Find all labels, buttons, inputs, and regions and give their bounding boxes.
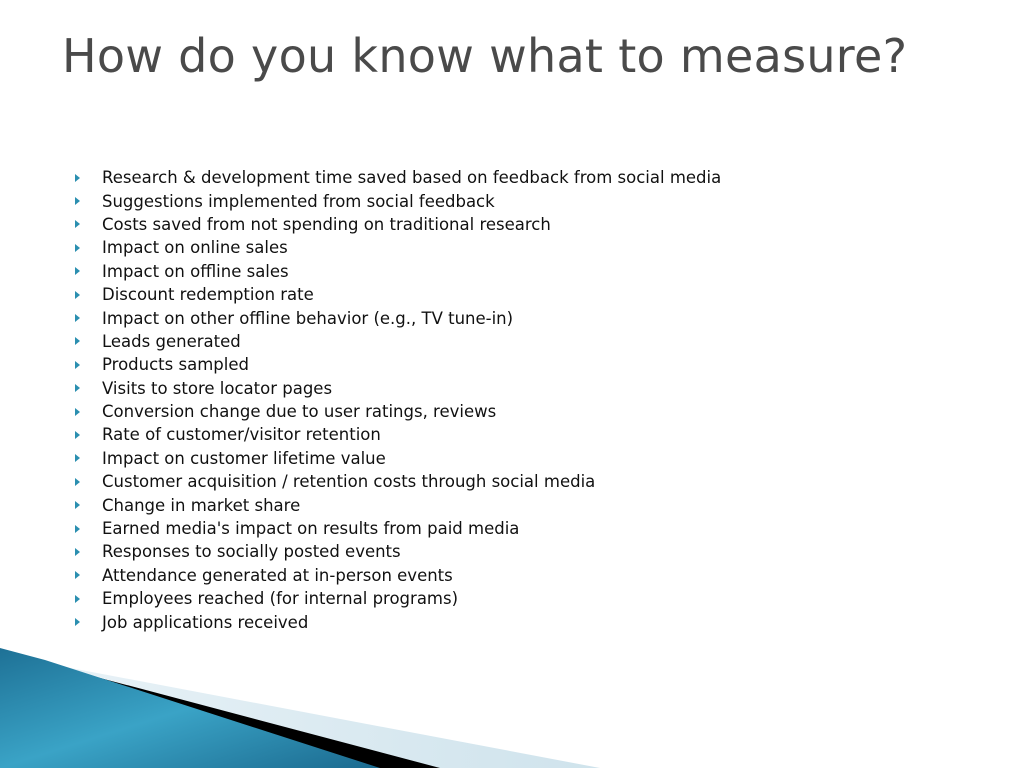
bullet-arrow-icon	[75, 174, 80, 182]
bullet-arrow-icon	[75, 291, 80, 299]
bullet-arrow-icon	[75, 267, 80, 275]
bullet-arrow-icon	[75, 314, 80, 322]
bullet-text: Job applications received	[102, 612, 309, 632]
bullet-text: Conversion change due to user ratings, reviews	[102, 402, 497, 422]
bullet-item	[72, 213, 972, 236]
bullet-arrow-icon	[75, 384, 80, 392]
bullet-arrow-icon	[75, 197, 80, 205]
slide-title: How do you know what to measure?	[62, 29, 908, 83]
bullet-arrow-icon	[75, 501, 80, 509]
bullet-arrow-icon	[75, 478, 80, 486]
bullet-arrow-icon	[75, 525, 80, 533]
bullet-text: Discount redemption rate	[102, 285, 314, 305]
bullet-arrow-icon	[75, 361, 80, 369]
bullet-arrow-icon	[75, 408, 80, 416]
bullet-item	[72, 540, 972, 563]
bullet-text: Earned media's impact on results from paid media	[102, 519, 520, 539]
bullet-arrow-icon	[75, 454, 80, 462]
bullet-item	[72, 423, 972, 446]
bullet-arrow-icon	[75, 595, 80, 603]
bullet-text: Visits to store locator pages	[102, 378, 333, 398]
bullet-list	[72, 166, 972, 634]
bullet-text: Attendance generated at in-person events	[102, 565, 453, 585]
bullet-item	[72, 400, 972, 423]
light-blue-wedge	[60, 666, 600, 768]
bullet-arrow-icon	[75, 571, 80, 579]
bullet-arrow-icon	[75, 337, 80, 345]
bullet-item	[72, 189, 972, 212]
bullet-text: Costs saved from not spending on traditional research	[102, 214, 551, 234]
bullet-item	[72, 470, 972, 493]
bullet-text: Impact on online sales	[102, 238, 288, 258]
bullet-text: Employees reached (for internal programs)	[102, 589, 459, 609]
bullet-text: Suggestions implemented from social feedback	[102, 191, 495, 211]
bullet-item	[72, 260, 972, 283]
bullet-text: Impact on other offline behavior (e.g., TV tune-in)	[102, 308, 514, 328]
bullet-item	[72, 493, 972, 516]
bullet-item	[72, 236, 972, 259]
bullet-text: Responses to socially posted events	[102, 542, 401, 562]
bullet-text: Customer acquisition / retention costs through social media	[102, 472, 596, 492]
bullet-item	[72, 377, 972, 400]
bullet-item	[72, 306, 972, 329]
bullet-text: Products sampled	[102, 355, 249, 375]
black-wedge	[40, 662, 440, 768]
bullet-item	[72, 587, 972, 610]
bullet-text: Impact on customer lifetime value	[102, 448, 386, 468]
bullet-item	[72, 517, 972, 540]
bullet-arrow-icon	[75, 618, 80, 626]
bullet-item	[72, 447, 972, 470]
bullet-item	[72, 610, 972, 633]
bullet-arrow-icon	[75, 548, 80, 556]
bullet-item	[72, 283, 972, 306]
bullet-text: Impact on offline sales	[102, 261, 289, 281]
bullet-text: Change in market share	[102, 495, 301, 515]
bullet-arrow-icon	[75, 244, 80, 252]
bullet-item	[72, 353, 972, 376]
bullet-text: Rate of customer/visitor retention	[102, 425, 381, 445]
teal-wedge	[0, 648, 380, 768]
bullet-item	[72, 166, 972, 189]
bullet-text: Research & development time saved based on feedback from social media	[102, 168, 722, 188]
bullet-item	[72, 330, 972, 353]
bullet-item	[72, 564, 972, 587]
bullet-arrow-icon	[75, 220, 80, 228]
bullet-arrow-icon	[75, 431, 80, 439]
bullet-text: Leads generated	[102, 331, 241, 351]
